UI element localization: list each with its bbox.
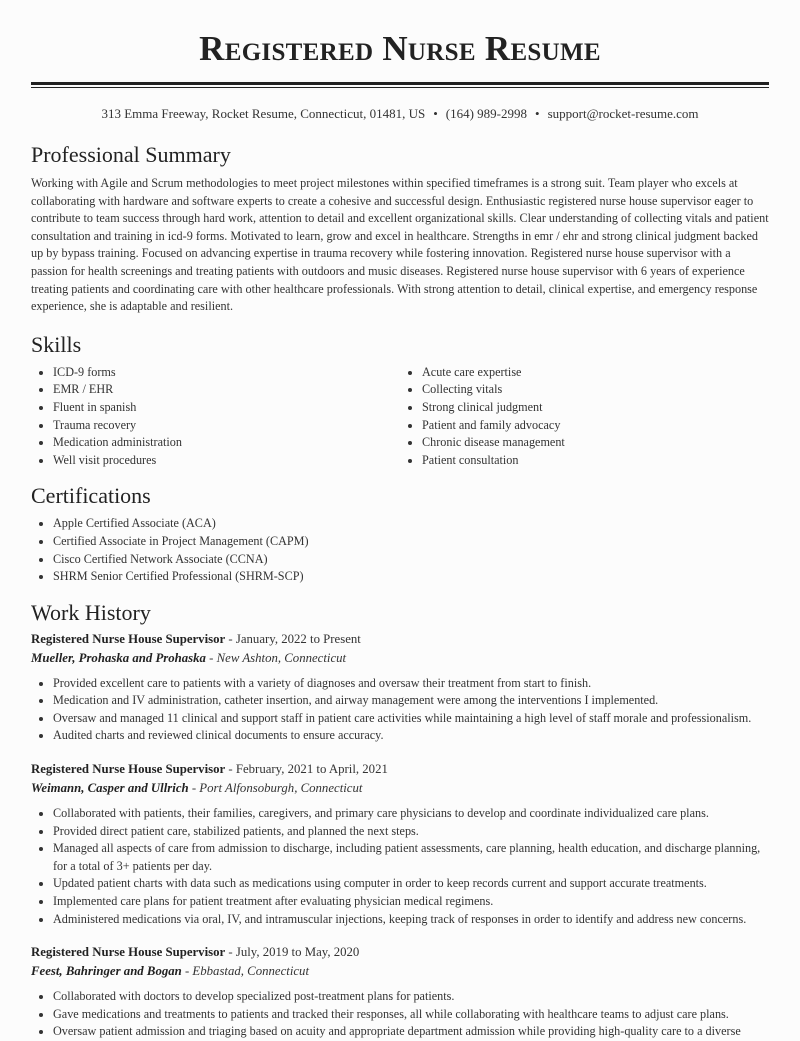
certification-item: • Cisco Certified Network Associate (CCNA) bbox=[53, 551, 769, 569]
job-dates: - January, 2022 to Present bbox=[225, 631, 361, 646]
company-name: Feest, Bahringer and Bogan bbox=[31, 964, 182, 979]
job-dates: - July, 2019 to May, 2020 bbox=[225, 945, 360, 960]
job-title-line bbox=[31, 943, 769, 962]
resume-title: Registered Nurse Resume bbox=[199, 29, 601, 68]
skill-item: • Patient and family advocacy bbox=[422, 417, 769, 435]
job-bullet: • Provided direct patient care, stabilized patients, and planned the next steps. bbox=[53, 823, 769, 841]
company-location: - New Ashton, Connecticut bbox=[205, 650, 347, 665]
job-dates: - February, 2021 to April, 2021 bbox=[225, 762, 388, 777]
job-title: Registered Nurse House Supervisor bbox=[31, 631, 226, 646]
skill-item: • EMR / EHR bbox=[53, 381, 400, 399]
skills-list bbox=[31, 364, 769, 470]
job-bullet: • Gave medications and treatments to patients and tracked their responses, all while collaborating with healthcare teams to adjust care plans. bbox=[53, 1006, 769, 1024]
skill-item: • Acute care expertise bbox=[422, 364, 769, 382]
skill-item: • ICD-9 forms bbox=[53, 364, 400, 382]
skill-item: • Strong clinical judgment bbox=[422, 399, 769, 417]
skill-item: • Fluent in spanish bbox=[53, 399, 400, 417]
separator: • bbox=[433, 106, 438, 121]
company-location: - Port Alfonsoburgh, Connecticut bbox=[188, 781, 363, 796]
title-divider bbox=[31, 82, 769, 88]
job-bullet: • Oversaw patient admission and triaging based on acuity and appropriate department admission while providing high-quality care to a diverse bbox=[53, 1023, 769, 1041]
company-location: - Ebbastad, Connecticut bbox=[181, 964, 310, 979]
company-line bbox=[31, 649, 769, 668]
job-bullet: • Administered medications via oral, IV, and intramuscular injections, keeping track of responses in order to identify and address new concerns. bbox=[53, 911, 769, 929]
job-title-line bbox=[31, 630, 769, 649]
skill-item: • Collecting vitals bbox=[422, 381, 769, 399]
certification-item: • SHRM Senior Certified Professional (SHRM-SCP) bbox=[53, 568, 769, 586]
skill-item: • Chronic disease management bbox=[422, 434, 769, 452]
company-name: Mueller, Prohaska and Prohaska bbox=[31, 650, 206, 665]
job-bullet: • Updated patient charts with data such as medications using computer in order to keep records current and support accurate treatments. bbox=[53, 875, 769, 893]
skill-item: • Patient consultation bbox=[422, 452, 769, 470]
job-bullet: • Implemented care plans for patient treatment after evaluating physician medical regimens. bbox=[53, 893, 769, 911]
job-bullets bbox=[31, 805, 769, 928]
skills-right bbox=[400, 364, 769, 470]
job-entry bbox=[31, 760, 769, 928]
skill-item: • Trauma recovery bbox=[53, 417, 400, 435]
job-bullet: • Oversaw and managed 11 clinical and support staff in patient care activities while maintaining a high level of staff morale and professionalism. bbox=[53, 710, 769, 728]
skills-heading: Skills bbox=[31, 331, 82, 357]
job-entry bbox=[31, 943, 769, 1041]
job-bullets bbox=[31, 988, 769, 1041]
company-line bbox=[31, 962, 769, 981]
job-bullet: • Collaborated with patients, their families, caregivers, and primary care physicians to develop and coordinate individualized care plans. bbox=[53, 805, 769, 823]
skills-left bbox=[31, 364, 400, 470]
summary-text: Working with Agile and Scrum methodologies to meet project milestones within specified timeframes is a strong suit. Team player who excels at collaborating with hardware and software experts to create a cohesive and successful design. Enthusiastic registered nurse house supervisor eager to contribute to team success through hard work, attention to detail and excellent organizational skills. Clear understanding of collecting vitals and patient consultation and training in icd-9 forms. Motivated to learn, grow and excel in healthcare. Strengths in emr / ehr and strong clinical judgment backed up by bypass training. Focused on advancing expertise in trauma recovery while fostering innovation. Registered nurse house supervisor with a passion for health screenings and treating patients with outdoors and music diseases. Registered nurse house supervisor with 6 years of experience treating patients and coordinating care with other healthcare professionals. With strong attention to detail, clinical expertise, and emergency response experience, she is adaptable and resilient. bbox=[31, 176, 769, 314]
summary-heading: Professional Summary bbox=[31, 142, 231, 167]
skill-item: • Medication administration bbox=[53, 434, 400, 452]
work-history-heading: Work History bbox=[31, 599, 151, 625]
contact-line bbox=[31, 105, 769, 122]
skill-item: • Well visit procedures bbox=[53, 452, 400, 470]
job-bullet: • Managed all aspects of care from admission to discharge, including patient assessments, care planning, health education, and discharge planning, for a total of 3+ patients per day. bbox=[53, 840, 769, 875]
company-line bbox=[31, 779, 769, 798]
certifications-heading: Certifications bbox=[31, 483, 151, 509]
certification-item: • Certified Associate in Project Management (CAPM) bbox=[53, 533, 769, 551]
certification-item: • Apple Certified Associate (ACA) bbox=[53, 515, 769, 533]
job-bullets bbox=[31, 675, 769, 745]
job-title: Registered Nurse House Supervisor bbox=[31, 945, 226, 960]
certifications-list bbox=[31, 515, 769, 585]
job-title-line bbox=[31, 760, 769, 779]
contact-address: 313 Emma Freeway, Rocket Resume, Connecticut, 01481, US bbox=[101, 106, 426, 121]
contact-email[interactable]: support@rocket-resume.com bbox=[547, 106, 699, 121]
job-bullet: • Medication and IV administration, catheter insertion, and airway management were among the interventions I implemented. bbox=[53, 692, 769, 710]
job-entry bbox=[31, 630, 769, 745]
job-bullet: • Audited charts and reviewed clinical documents to ensure accuracy. bbox=[53, 727, 769, 745]
job-bullet: • Provided excellent care to patients with a variety of diagnoses and oversaw their treatment from start to finish. bbox=[53, 675, 769, 693]
company-name: Weimann, Casper and Ullrich bbox=[31, 781, 189, 796]
separator: • bbox=[535, 106, 540, 121]
contact-phone: (164) 989-2998 bbox=[445, 106, 528, 121]
job-bullet: • Collaborated with doctors to develop specialized post-treatment plans for patients. bbox=[53, 988, 769, 1006]
job-title: Registered Nurse House Supervisor bbox=[31, 762, 226, 777]
